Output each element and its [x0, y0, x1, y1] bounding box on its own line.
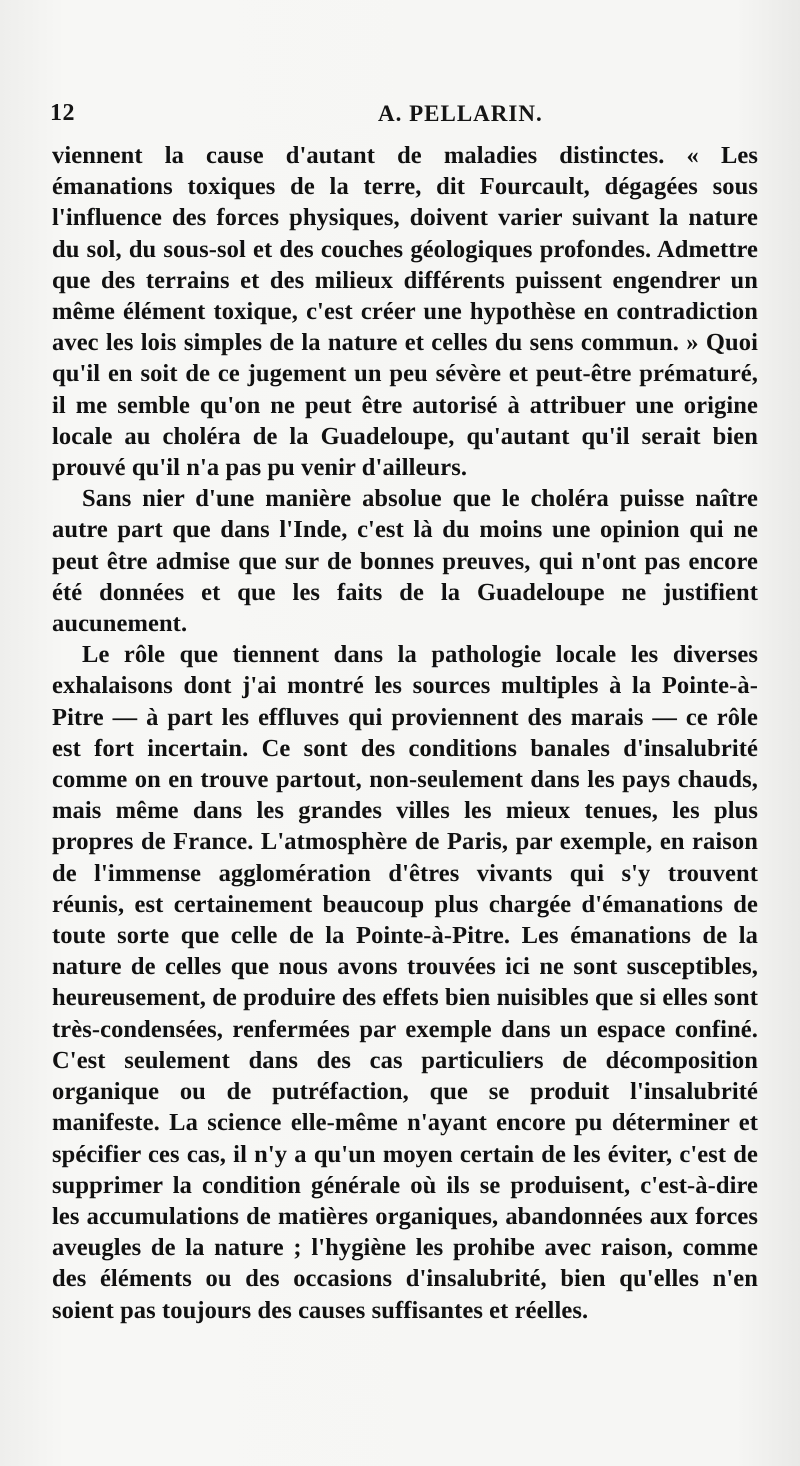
paragraph-1: viennent la cause d'autant de maladies distinctes. « Les émanations toxiques de la terre, dit Fourcault, dégagées sous l'influence des forces physiques, doivent varier suivant la nature du sol, du sous-sol et des couches géologiques profondes. Admettre que des terrains et des milieux différents puissent engendrer un même élément toxique, c'est créer une hypothèse en contradiction avec les lois simples de la nature et celles du sens commun. » Quoi qu'il en soit de ce jugement un peu sévère et peut-être prématuré, il me semble qu'on ne peut être autorisé à attribuer une origine locale au choléra de la Guadeloupe, qu'autant qu'il serait bien prouvé qu'il n'a pas pu venir d'ailleurs. — [52, 142, 758, 482]
paragraph-2: Sans nier d'une manière absolue que le choléra puisse naître autre part que dans l'Inde, c'est là du moins une opinion qui ne peut être admise que sur de bonnes preuves, qui n'ont pas encore été données et que les faits de la Guadeloupe ne justifient aucunement. — [52, 485, 758, 638]
running-head: A. PELLARIN. — [378, 101, 543, 126]
page-number: 12 — [50, 100, 75, 126]
page-header — [50, 100, 756, 134]
main-body-text — [52, 140, 758, 1326]
paragraph-3: Le rôle que tiennent dans la pathologie locale les diverses exhalaisons dont j'ai montré les sources multiples à la Pointe-à-Pitre — à part les effluves qui proviennent des marais — ce rôle est fort incertain. Ce sont des conditions banales d'insalubrité comme on en trouve partout, non-seulement dans les pays chauds, mais même dans les grandes villes les mieux tenues, les plus propres de France. L'atmosphère de Paris, par exemple, en raison de l'immense agglomération d'êtres vivants qui s'y trouvent réunis, est certainement beaucoup plus chargée d'émanations de toute sorte que celle de la Pointe-à-Pitre. Les émanations de la nature de celles que nous avons trouvées ici ne sont susceptibles, heureusement, de produire des effets bien nuisibles que si elles sont très-condensées, renfermées par exemple dans un espace confiné. C'est seulement dans des cas particuliers de décomposition organique ou de putréfaction, que se produit l'insalubrité manifeste. La science elle-même n'ayant encore pu déterminer et spécifier ces cas, il n'y a qu'un moyen certain de les éviter, c'est de supprimer la condition générale où ils se produisent, c'est-à-dire les accumulations de matières organiques, abandonnées aux forces aveugles de la nature ; l'hygiène les prohibe avec raison, comme des éléments ou des occasions d'insalubrité, bien qu'elles n'en soient pas toujours des causes suffisantes et réelles. — [52, 641, 758, 1324]
